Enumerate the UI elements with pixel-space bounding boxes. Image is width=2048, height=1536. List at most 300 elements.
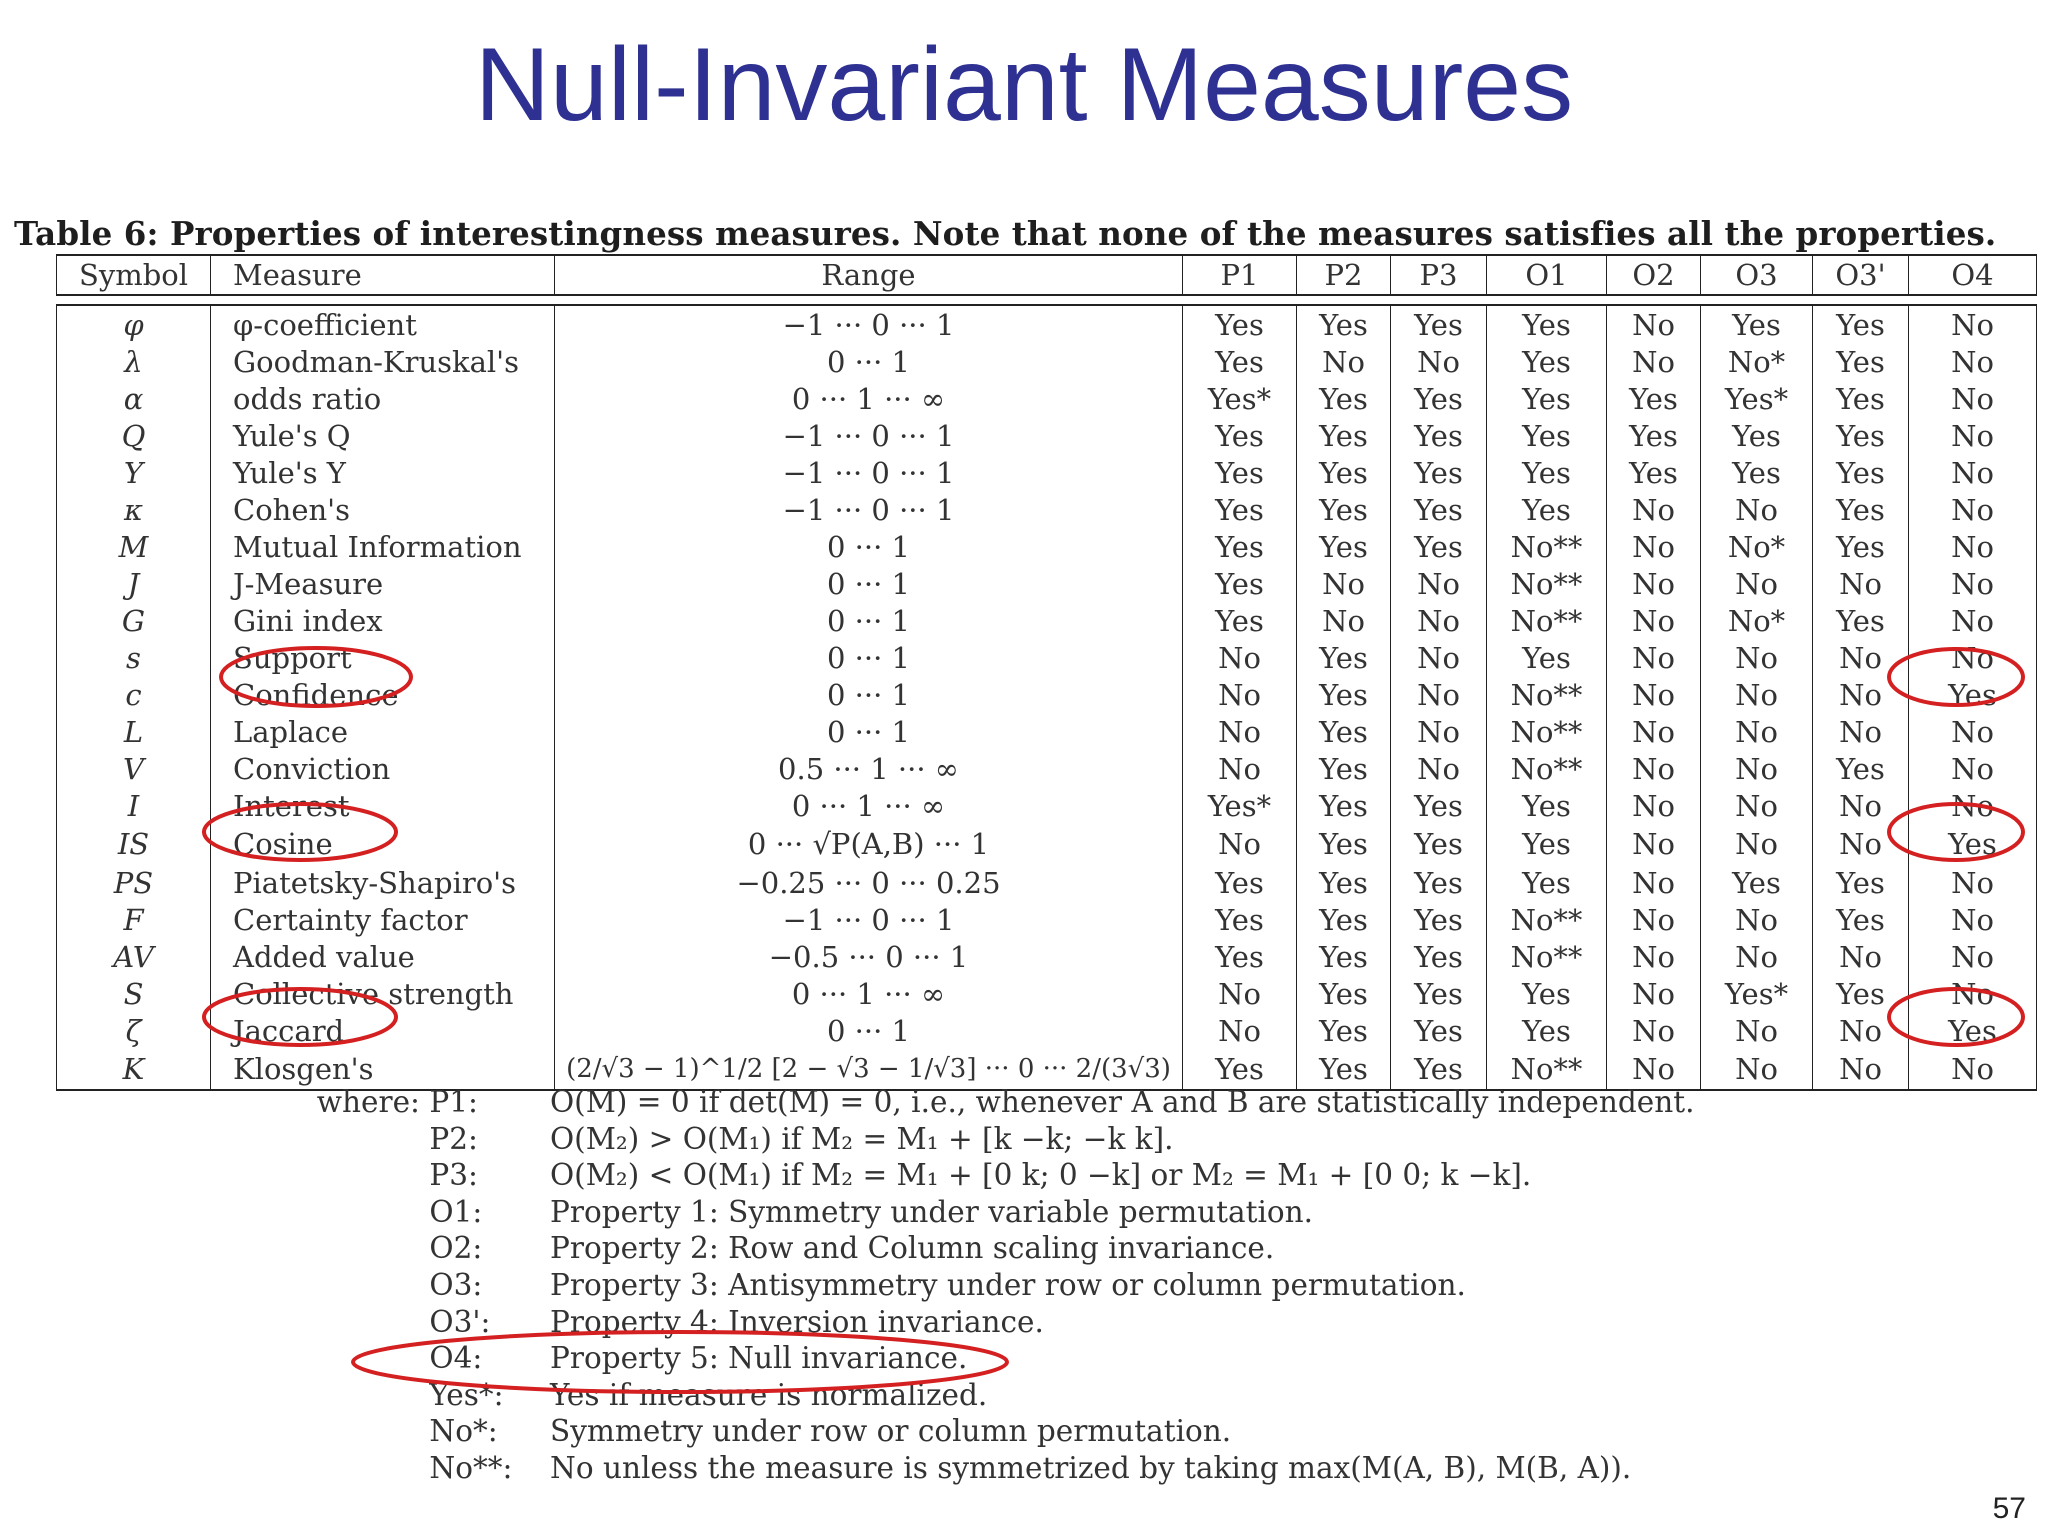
table-caption: Table 6: Properties of interestingness measures. Note that none of the measures satisfies all the properties. — [14, 214, 1997, 253]
footnote-item — [300, 1084, 1694, 1121]
cell-o3-prime: Yes — [1813, 343, 1909, 380]
footnote-text: Property 2: Row and Column scaling invariance. — [550, 1231, 1275, 1266]
cell-measure: Conviction — [211, 750, 555, 787]
cell-p3: Yes — [1391, 787, 1487, 824]
cell-o3-prime: No — [1813, 1012, 1909, 1049]
cell-measure: Piatetsky-Shapiro's — [211, 864, 555, 901]
cell-symbol: s — [57, 639, 211, 676]
cell-o1: Yes — [1487, 380, 1607, 417]
cell-p1: Yes — [1183, 565, 1297, 602]
footnote-item — [300, 1377, 1694, 1414]
cell-measure: Yule's Q — [211, 417, 555, 454]
cell-p3: Yes — [1391, 975, 1487, 1012]
cell-o1: No** — [1487, 713, 1607, 750]
cell-o4: No — [1909, 864, 2037, 901]
cell-symbol: G — [57, 602, 211, 639]
cell-p3: Yes — [1391, 938, 1487, 975]
table-row — [57, 787, 2037, 824]
cell-o2: No — [1607, 1012, 1701, 1049]
footnote-key: P2: — [429, 1121, 478, 1156]
cell-o1: Yes — [1487, 639, 1607, 676]
table-row — [57, 676, 2037, 713]
cell-p2: Yes — [1297, 750, 1391, 787]
cell-o3: Yes — [1701, 454, 1813, 491]
cell-p2: Yes — [1297, 975, 1391, 1012]
footnote-key: Yes*: — [429, 1377, 504, 1412]
header-o2: O2 — [1607, 255, 1701, 295]
cell-o4: No — [1909, 491, 2037, 528]
cell-o4: No — [1909, 528, 2037, 565]
footnote-key-wrap — [300, 1304, 550, 1341]
cell-p3: Yes — [1391, 864, 1487, 901]
cell-o3-prime: Yes — [1813, 901, 1909, 938]
table-body — [57, 295, 2037, 1090]
footnote-text: O(M₂) > O(M₁) if M₂ = M₁ + [k −k; −k k]. — [550, 1121, 1174, 1156]
cell-p2: Yes — [1297, 454, 1391, 491]
cell-measure: odds ratio — [211, 380, 555, 417]
cell-o3-prime: Yes — [1813, 528, 1909, 565]
cell-o2: No — [1607, 1049, 1701, 1090]
footnote-item — [300, 1340, 1694, 1377]
cell-p3: No — [1391, 676, 1487, 713]
footnote-key-wrap — [300, 1121, 550, 1158]
cell-o3: No* — [1701, 602, 1813, 639]
cell-range: −0.5 ··· 0 ··· 1 — [555, 938, 1183, 975]
cell-o2: No — [1607, 750, 1701, 787]
cell-o3: Yes* — [1701, 975, 1813, 1012]
cell-o3-prime: Yes — [1813, 417, 1909, 454]
cell-o2: No — [1607, 305, 1701, 343]
cell-o2: No — [1607, 528, 1701, 565]
footnote-key-wrap — [300, 1194, 550, 1231]
header-p3: P3 — [1391, 255, 1487, 295]
cell-range: 0 ··· 1 ··· ∞ — [555, 975, 1183, 1012]
cell-range: −1 ··· 0 ··· 1 — [555, 417, 1183, 454]
cell-o4: No — [1909, 975, 2037, 1012]
cell-o2: No — [1607, 639, 1701, 676]
cell-measure: Gini index — [211, 602, 555, 639]
cell-o4: No — [1909, 565, 2037, 602]
cell-p2: Yes — [1297, 305, 1391, 343]
header-measure: Measure — [211, 255, 555, 295]
cell-o3: Yes — [1701, 305, 1813, 343]
cell-p2: Yes — [1297, 824, 1391, 864]
cell-range: −1 ··· 0 ··· 1 — [555, 305, 1183, 343]
footnote-item — [300, 1304, 1694, 1341]
cell-p1: Yes — [1183, 864, 1297, 901]
footnote-key-wrap — [300, 1084, 550, 1121]
cell-o3-prime: No — [1813, 938, 1909, 975]
cell-o1: Yes — [1487, 975, 1607, 1012]
footnote-list — [300, 1084, 1694, 1487]
table-row — [57, 864, 2037, 901]
cell-o1: No** — [1487, 901, 1607, 938]
cell-symbol: J — [57, 565, 211, 602]
footnote-key: P3: — [429, 1158, 478, 1193]
cell-o1: No** — [1487, 565, 1607, 602]
cell-o1: Yes — [1487, 864, 1607, 901]
header-o4: O4 — [1909, 255, 2037, 295]
cell-p2: Yes — [1297, 676, 1391, 713]
cell-p1: No — [1183, 824, 1297, 864]
cell-o3-prime: Yes — [1813, 864, 1909, 901]
cell-o1: No** — [1487, 938, 1607, 975]
cell-range: 0 ··· 1 — [555, 639, 1183, 676]
cell-o1: Yes — [1487, 787, 1607, 824]
cell-p3: No — [1391, 602, 1487, 639]
cell-symbol: c — [57, 676, 211, 713]
table-row — [57, 901, 2037, 938]
slide-title: Null-Invariant Measures — [474, 27, 1574, 143]
cell-o4: No — [1909, 787, 2037, 824]
cell-o3-prime: Yes — [1813, 491, 1909, 528]
cell-o1: No** — [1487, 1049, 1607, 1090]
cell-measure: Certainty factor — [211, 901, 555, 938]
cell-o2: No — [1607, 343, 1701, 380]
cell-o3-prime: Yes — [1813, 454, 1909, 491]
footnotes — [300, 1084, 1694, 1487]
cell-p2: Yes — [1297, 864, 1391, 901]
cell-o3: No — [1701, 787, 1813, 824]
cell-measure: φ-coefficient — [211, 305, 555, 343]
cell-symbol: S — [57, 975, 211, 1012]
cell-range: 0 ··· 1 — [555, 343, 1183, 380]
table-row — [57, 417, 2037, 454]
cell-o3-prime: Yes — [1813, 602, 1909, 639]
cell-p2: Yes — [1297, 380, 1391, 417]
cell-p2: Yes — [1297, 639, 1391, 676]
footnote-text: No unless the measure is symmetrized by taking max(M(A, B), M(B, A)). — [550, 1450, 1632, 1485]
cell-p2: Yes — [1297, 417, 1391, 454]
footnote-text: O(M) = 0 if det(M) = 0, i.e., whenever A and B are statistically independent. — [550, 1085, 1695, 1119]
cell-o3: No — [1701, 713, 1813, 750]
footnote-item — [300, 1194, 1694, 1231]
cell-measure: Jaccard — [211, 1012, 555, 1049]
footnote-key-wrap — [300, 1413, 550, 1450]
cell-o4: No — [1909, 454, 2037, 491]
cell-measure: Yule's Y — [211, 454, 555, 491]
cell-p1: Yes — [1183, 938, 1297, 975]
cell-p3: Yes — [1391, 824, 1487, 864]
table-row — [57, 305, 2037, 343]
footnote-item — [300, 1267, 1694, 1304]
cell-o4: No — [1909, 380, 2037, 417]
cell-measure: Cohen's — [211, 491, 555, 528]
footnote-text: Symmetry under row or column permutation. — [550, 1414, 1232, 1449]
cell-measure: Interest — [211, 787, 555, 824]
cell-p2: Yes — [1297, 491, 1391, 528]
cell-p1: No — [1183, 713, 1297, 750]
cell-range: 0 ··· 1 ··· ∞ — [555, 380, 1183, 417]
cell-o2: Yes — [1607, 417, 1701, 454]
footnote-text: O(M₂) < O(M₁) if M₂ = M₁ + [0 k; 0 −k] or M₂ = M₁ + [0 0; k −k]. — [550, 1158, 1532, 1193]
cell-measure: Collective strength — [211, 975, 555, 1012]
header-symbol: Symbol — [57, 255, 211, 295]
cell-o1: No** — [1487, 750, 1607, 787]
footnote-text: Property 3: Antisymmetry under row or column permutation. — [550, 1267, 1466, 1302]
cell-o2: No — [1607, 824, 1701, 864]
cell-p2: Yes — [1297, 1049, 1391, 1090]
footnote-key-wrap — [300, 1230, 550, 1267]
cell-p1: Yes — [1183, 305, 1297, 343]
cell-o3: No* — [1701, 528, 1813, 565]
cell-measure: Laplace — [211, 713, 555, 750]
cell-p3: Yes — [1391, 528, 1487, 565]
cell-measure: Mutual Information — [211, 528, 555, 565]
cell-p1: No — [1183, 1012, 1297, 1049]
cell-measure: J-Measure — [211, 565, 555, 602]
cell-symbol: F — [57, 901, 211, 938]
cell-o1: Yes — [1487, 343, 1607, 380]
table-row — [57, 824, 2037, 864]
cell-symbol: K — [57, 1049, 211, 1090]
footnote-key: O2: — [429, 1231, 483, 1266]
cell-o3: No — [1701, 491, 1813, 528]
cell-o3-prime: No — [1813, 787, 1909, 824]
cell-range: 0.5 ··· 1 ··· ∞ — [555, 750, 1183, 787]
cell-p2: Yes — [1297, 528, 1391, 565]
cell-measure: Confidence — [211, 676, 555, 713]
cell-p3: Yes — [1391, 1049, 1487, 1090]
cell-p1: Yes — [1183, 528, 1297, 565]
footnote-key-wrap — [300, 1267, 550, 1304]
cell-range: 0 ··· 1 — [555, 528, 1183, 565]
cell-p1: Yes* — [1183, 380, 1297, 417]
cell-o4: No — [1909, 417, 2037, 454]
cell-p1: No — [1183, 676, 1297, 713]
cell-range: 0 ··· 1 — [555, 602, 1183, 639]
cell-symbol: AV — [57, 938, 211, 975]
cell-p1: No — [1183, 975, 1297, 1012]
cell-o3: Yes — [1701, 417, 1813, 454]
footnote-text: Property 5: Null invariance. — [550, 1341, 968, 1376]
cell-p3: Yes — [1391, 901, 1487, 938]
cell-p1: No — [1183, 750, 1297, 787]
cell-symbol: φ — [57, 305, 211, 343]
cell-symbol: ζ — [57, 1012, 211, 1049]
cell-range: 0 ··· 1 — [555, 1012, 1183, 1049]
cell-p2: No — [1297, 343, 1391, 380]
cell-range: 0 ··· 1 ··· ∞ — [555, 787, 1183, 824]
table-row — [57, 713, 2037, 750]
footnote-key: P1: — [429, 1085, 478, 1119]
cell-o1: Yes — [1487, 824, 1607, 864]
cell-o3-prime: No — [1813, 713, 1909, 750]
header-p2: P2 — [1297, 255, 1391, 295]
cell-o4: No — [1909, 343, 2037, 380]
cell-o2: No — [1607, 676, 1701, 713]
cell-o3-prime: No — [1813, 1049, 1909, 1090]
table-row — [57, 528, 2037, 565]
cell-p1: Yes — [1183, 343, 1297, 380]
table-header-row — [57, 255, 2037, 295]
cell-o4: No — [1909, 639, 2037, 676]
cell-o3: No — [1701, 824, 1813, 864]
cell-o3-prime: Yes — [1813, 305, 1909, 343]
cell-o2: No — [1607, 491, 1701, 528]
cell-o3: No — [1701, 639, 1813, 676]
cell-o4: Yes — [1909, 824, 2037, 864]
cell-o2: No — [1607, 713, 1701, 750]
cell-o1: Yes — [1487, 1012, 1607, 1049]
header-range: Range — [555, 255, 1183, 295]
cell-o3: Yes* — [1701, 380, 1813, 417]
table-row — [57, 639, 2037, 676]
cell-o3: No — [1701, 901, 1813, 938]
table-row — [57, 380, 2037, 417]
cell-p1: Yes — [1183, 454, 1297, 491]
table-row — [57, 938, 2037, 975]
cell-o2: Yes — [1607, 380, 1701, 417]
cell-symbol: IS — [57, 824, 211, 864]
header-o3: O3 — [1701, 255, 1813, 295]
cell-symbol: λ — [57, 343, 211, 380]
cell-symbol: V — [57, 750, 211, 787]
cell-p2: Yes — [1297, 1012, 1391, 1049]
cell-p2: Yes — [1297, 901, 1391, 938]
cell-symbol: PS — [57, 864, 211, 901]
cell-p1: Yes — [1183, 1049, 1297, 1090]
cell-p2: No — [1297, 602, 1391, 639]
cell-o3-prime: No — [1813, 639, 1909, 676]
footnote-text: Property 4: Inversion invariance. — [550, 1304, 1044, 1339]
cell-symbol: Q — [57, 417, 211, 454]
cell-p2: No — [1297, 565, 1391, 602]
footnote-key-wrap — [300, 1157, 550, 1194]
cell-measure: Added value — [211, 938, 555, 975]
footnote-key: O4: — [429, 1341, 483, 1376]
header-o1: O1 — [1487, 255, 1607, 295]
cell-o4: No — [1909, 305, 2037, 343]
cell-p2: Yes — [1297, 713, 1391, 750]
cell-symbol: κ — [57, 491, 211, 528]
cell-o4: No — [1909, 938, 2037, 975]
cell-o2: No — [1607, 975, 1701, 1012]
table-row — [57, 1012, 2037, 1049]
footnote-key-wrap — [300, 1450, 550, 1487]
cell-o3: No — [1701, 938, 1813, 975]
cell-range: −1 ··· 0 ··· 1 — [555, 454, 1183, 491]
cell-p3: Yes — [1391, 454, 1487, 491]
cell-o2: No — [1607, 787, 1701, 824]
cell-o1: Yes — [1487, 491, 1607, 528]
table-row — [57, 750, 2037, 787]
footnote-item — [300, 1230, 1694, 1267]
cell-o1: No** — [1487, 528, 1607, 565]
cell-p3: Yes — [1391, 380, 1487, 417]
cell-o2: No — [1607, 602, 1701, 639]
cell-o3: No — [1701, 565, 1813, 602]
cell-p1: Yes — [1183, 491, 1297, 528]
cell-o4: No — [1909, 750, 2037, 787]
cell-measure: Cosine — [211, 824, 555, 864]
cell-o1: Yes — [1487, 454, 1607, 491]
cell-o3: No — [1701, 750, 1813, 787]
cell-symbol: Y — [57, 454, 211, 491]
table-row — [57, 343, 2037, 380]
cell-o3: No* — [1701, 343, 1813, 380]
cell-range: (2/√3 − 1)^1/2 [2 − √3 − 1/√3] ··· 0 ··· 2/(3√3) — [555, 1049, 1183, 1090]
cell-o3-prime: No — [1813, 676, 1909, 713]
cell-p1: Yes — [1183, 602, 1297, 639]
cell-range: 0 ··· √P(A,B) ··· 1 — [555, 824, 1183, 864]
cell-p3: Yes — [1391, 491, 1487, 528]
footnote-text: Yes if measure is normalized. — [550, 1377, 988, 1412]
header-o3-prime: O3' — [1813, 255, 1909, 295]
cell-p3: No — [1391, 639, 1487, 676]
page-number: 57 — [1992, 1492, 2026, 1525]
cell-measure: Support — [211, 639, 555, 676]
footnote-item — [300, 1157, 1694, 1194]
footnote-key: O3': — [429, 1304, 491, 1339]
cell-p2: Yes — [1297, 787, 1391, 824]
properties-table — [56, 254, 2037, 1091]
cell-measure: Goodman-Kruskal's — [211, 343, 555, 380]
cell-o3: No — [1701, 1012, 1813, 1049]
cell-o3: No — [1701, 1049, 1813, 1090]
footnote-key: No*: — [429, 1414, 498, 1449]
cell-o2: No — [1607, 901, 1701, 938]
cell-o3-prime: Yes — [1813, 975, 1909, 1012]
cell-o3-prime: No — [1813, 565, 1909, 602]
cell-range: −1 ··· 0 ··· 1 — [555, 491, 1183, 528]
cell-o4: No — [1909, 901, 2037, 938]
footnote-item — [300, 1413, 1694, 1450]
cell-p1: Yes* — [1183, 787, 1297, 824]
footnote-key: O1: — [429, 1194, 483, 1229]
cell-o1: Yes — [1487, 305, 1607, 343]
header-p1: P1 — [1183, 255, 1297, 295]
cell-o1: No** — [1487, 602, 1607, 639]
cell-o3: Yes — [1701, 864, 1813, 901]
cell-p1: Yes — [1183, 417, 1297, 454]
table-row — [57, 454, 2037, 491]
cell-p1: Yes — [1183, 901, 1297, 938]
cell-o2: No — [1607, 864, 1701, 901]
footnote-key-wrap — [300, 1340, 550, 1377]
cell-symbol: L — [57, 713, 211, 750]
cell-p3: No — [1391, 750, 1487, 787]
cell-o2: No — [1607, 565, 1701, 602]
cell-range: 0 ··· 1 — [555, 676, 1183, 713]
cell-o2: Yes — [1607, 454, 1701, 491]
cell-o1: Yes — [1487, 417, 1607, 454]
cell-p3: No — [1391, 565, 1487, 602]
footnote-text: Property 1: Symmetry under variable permutation. — [550, 1194, 1314, 1229]
cell-o4: No — [1909, 1049, 2037, 1090]
table-row — [57, 491, 2037, 528]
footnote-item — [300, 1450, 1694, 1487]
footnote-item — [300, 1121, 1694, 1158]
footnote-where-label: where: — [316, 1085, 420, 1119]
cell-p3: Yes — [1391, 417, 1487, 454]
table-row — [57, 565, 2037, 602]
footnote-key: O3: — [429, 1267, 483, 1302]
cell-o4: No — [1909, 602, 2037, 639]
cell-range: 0 ··· 1 — [555, 565, 1183, 602]
cell-o4: Yes — [1909, 1012, 2037, 1049]
cell-p2: Yes — [1297, 938, 1391, 975]
cell-o3: No — [1701, 676, 1813, 713]
cell-range: −0.25 ··· 0 ··· 0.25 — [555, 864, 1183, 901]
cell-p3: No — [1391, 713, 1487, 750]
cell-o3-prime: No — [1813, 824, 1909, 864]
cell-range: 0 ··· 1 — [555, 713, 1183, 750]
table-row — [57, 602, 2037, 639]
cell-symbol: I — [57, 787, 211, 824]
cell-o4: Yes — [1909, 676, 2037, 713]
cell-o4: No — [1909, 713, 2037, 750]
